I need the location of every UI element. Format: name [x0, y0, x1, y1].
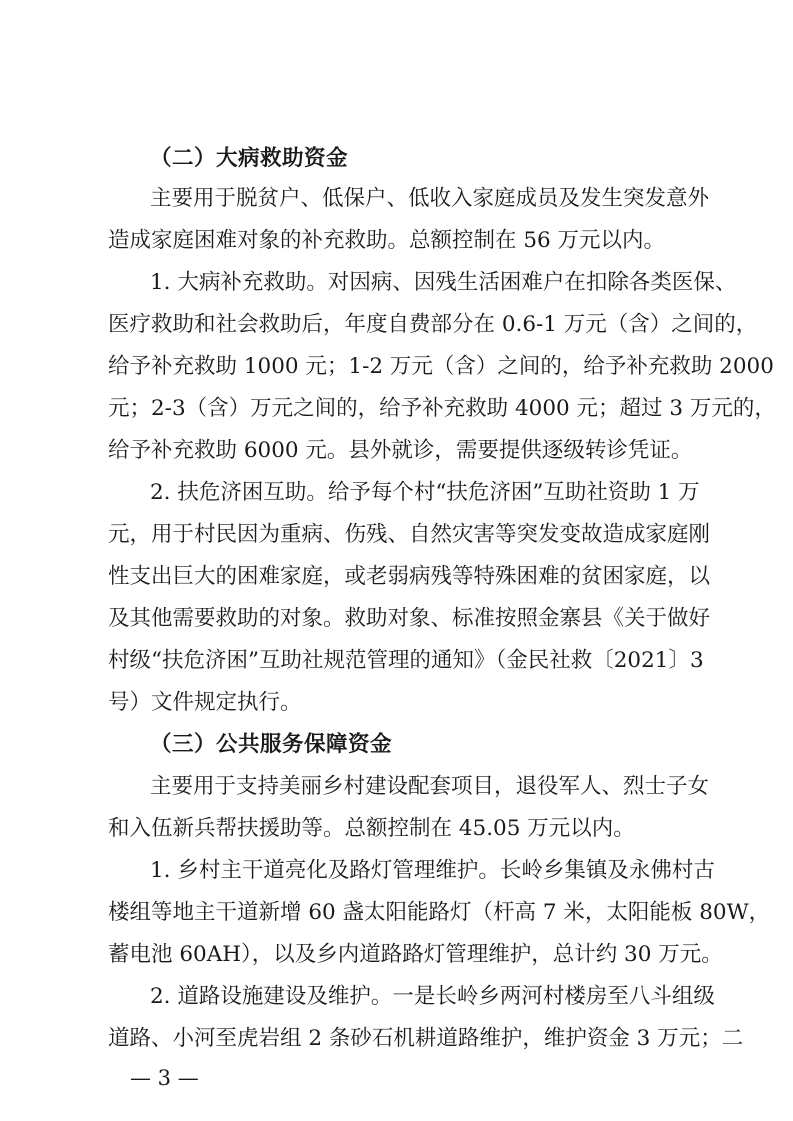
paragraph-line: [0, 811, 793, 847]
paragraph-line: [0, 349, 793, 385]
line-15: （三）公共服务保障资金: [150, 732, 393, 757]
line-20: 蓄电池 60AH），以及乡内道路路灯管理维护，总计约 30 万元。: [108, 942, 723, 967]
paragraph-line: [0, 181, 793, 217]
paragraph-line: [0, 223, 793, 259]
line-13: 村级“扶危济困”互助社规范管理的通知》（金民社救〔2021〕3: [108, 648, 704, 673]
section-heading-2: [0, 141, 793, 177]
paragraph-line: [0, 517, 793, 553]
paragraph-line: [0, 685, 793, 721]
line-3: 造成家庭困难对象的补充救助。总额控制在 56 万元以内。: [108, 228, 666, 253]
line-14: 号）文件规定执行。: [108, 690, 302, 715]
line-6: 给予补充救助 1000 元；1-2 万元（含）之间的，给予补充救助 2000: [108, 354, 774, 379]
line-18: 1. 乡村主干道亮化及路灯管理维护。长岭乡集镇及永佛村古: [150, 858, 715, 883]
line-11: 性支出巨大的困难家庭，或老弱病残等特殊困难的贫困家庭，以: [108, 564, 711, 589]
paragraph-line: [0, 433, 793, 469]
paragraph-line: [0, 937, 793, 973]
paragraph-line: [0, 1021, 793, 1057]
paragraph-line: [0, 769, 793, 805]
line-22: 道路、小河至虎岩组 2 条砂石机耕道路维护，维护资金 3 万元；二: [108, 1026, 744, 1051]
page-number: — 3 —: [130, 1066, 199, 1090]
line-21: 2. 道路设施建设及维护。一是长岭乡两河村楼房至八斗组级: [150, 984, 715, 1009]
paragraph-line: [0, 559, 793, 595]
paragraph-line: [0, 853, 793, 889]
line-5: 医疗救助和社会救助后，年度自费部分在 0.6-1 万元（含）之间的，: [108, 312, 758, 337]
paragraph-line: [0, 475, 793, 511]
line-12: 及其他需要救助的对象。救助对象、标准按照金寨县《关于做好: [108, 606, 711, 631]
section-heading-3: [0, 727, 793, 763]
paragraph-line: [0, 643, 793, 679]
paragraph-line: [0, 601, 793, 637]
line-4: 1. 大病补充救助。对因病、因残生活困难户在扣除各类医保、: [150, 270, 737, 295]
line-10: 元，用于村民因为重病、伤残、自然灾害等突发变故造成家庭刚: [108, 522, 711, 547]
line-19: 楼组等地主干道新增 60 盏太阳能路灯（杆高 7 米，太阳能板 80W，: [108, 900, 771, 925]
paragraph-line: [0, 265, 793, 301]
line-16: 主要用于支持美丽乡村建设配套项目，退役军人、烈士子女: [150, 774, 710, 799]
line-7: 元；2-3（含）万元之间的，给予补充救助 4000 元；超过 3 万元的，: [108, 396, 776, 421]
paragraph-line: [0, 307, 793, 343]
line-1: （二）大病救助资金: [150, 146, 349, 171]
line-17: 和入伍新兵帮扶援助等。总额控制在 45.05 万元以内。: [108, 816, 635, 841]
line-9: 2. 扶危济困互助。给予每个村“扶危济困”互助社资助 1 万: [150, 480, 700, 505]
line-8: 给予补充救助 6000 元。县外就诊，需要提供逐级转诊凭证。: [108, 438, 693, 463]
line-2: 主要用于脱贫户、低保户、低收入家庭成员及发生突发意外: [150, 186, 710, 211]
paragraph-line: [0, 979, 793, 1015]
paragraph-line: [0, 391, 793, 427]
paragraph-line: [0, 895, 793, 931]
